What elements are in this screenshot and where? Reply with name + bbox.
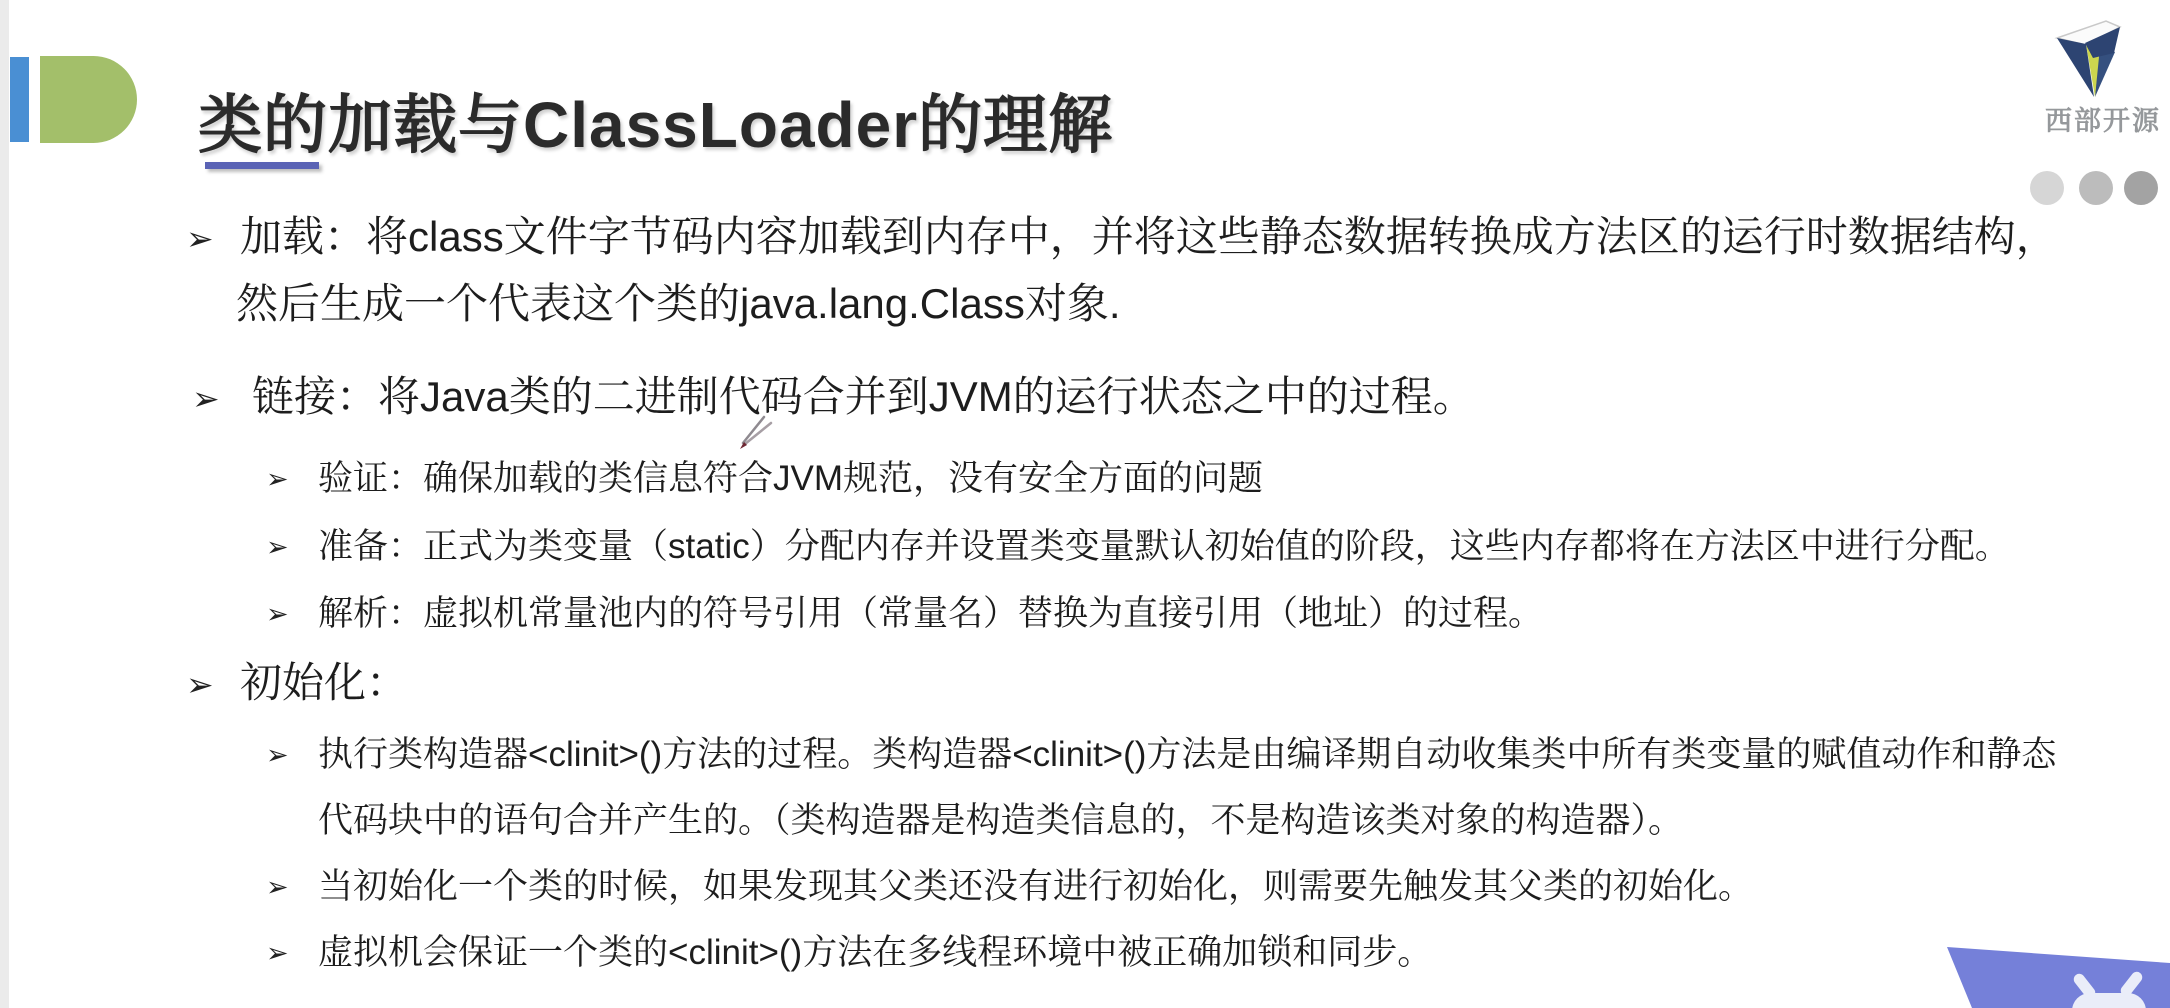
bullet-arrow-icon: ➢ <box>186 666 214 703</box>
bullet-text: 解析：虚拟机常量池内的符号引用（常量名）替换为直接引用（地址）的过程。 <box>318 594 1544 633</box>
bullet-text: 执行类构造器<clinit>()方法的过程。类构造器<clinit>()方法是由编译期自动收集类中所有类变量的赋值动作和静态 <box>318 735 2057 774</box>
bullet-arrow-icon: ➢ <box>266 464 289 494</box>
bullet-text: 验证：确保加载的类信息符合JVM规范，没有安全方面的问题 <box>318 459 1264 498</box>
slide-left-edge <box>0 0 9 1008</box>
slide-progress-dot <box>2079 171 2113 205</box>
header-blue-bar <box>10 57 29 142</box>
pen-cursor-icon <box>733 412 775 454</box>
bullet-text: 虚拟机会保证一个类的<clinit>()方法在多线程环境中被正确加锁和同步。 <box>318 933 1433 972</box>
slide-progress-dot <box>2030 171 2064 205</box>
bullet-arrow-icon: ➢ <box>266 599 289 629</box>
bullet-text: 初始化： <box>240 659 409 706</box>
page-title: 类的加载与ClassLoader的理解 <box>198 88 1114 161</box>
bullet-arrow-icon: ➢ <box>186 220 214 257</box>
bullet-text: 然后生成一个代表这个类的java.lang.Class对象. <box>236 280 1121 327</box>
bullet-arrow-icon: ➢ <box>266 740 289 770</box>
bullet-arrow-icon: ➢ <box>266 532 289 562</box>
bullet-arrow-icon: ➢ <box>266 872 289 902</box>
company-name: 西部开源 <box>2045 106 2161 136</box>
bullet-text: 当初始化一个类的时候，如果发现其父类还没有进行初始化，则需要先触发其父类的初始化。 <box>318 867 1754 906</box>
bullet-arrow-icon: ➢ <box>266 938 289 968</box>
corner-decoration <box>1940 925 2170 1008</box>
bullet-text: 准备：正式为类变量（static）分配内存并设置类变量默认初始值的阶段，这些内存都将在方法区中进行分配。 <box>318 527 2010 566</box>
bullet-arrow-icon: ➢ <box>192 380 220 417</box>
title-underline <box>205 162 319 169</box>
bullet-text: 链接：将Java类的二进制代码合并到JVM的运行状态之中的过程。 <box>252 373 1475 420</box>
company-logo-icon <box>2038 8 2170 108</box>
slide-progress-dot <box>2124 171 2158 205</box>
header-green-shape <box>40 56 137 143</box>
bullet-text: 代码块中的语句合并产生的。（类构造器是构造类信息的，不是构造该类对象的构造器）。 <box>318 801 1684 840</box>
bullet-text: 加载：将class文件字节码内容加载到内存中，并将这些静态数据转换成方法区的运行时数据结构， <box>240 213 2058 260</box>
